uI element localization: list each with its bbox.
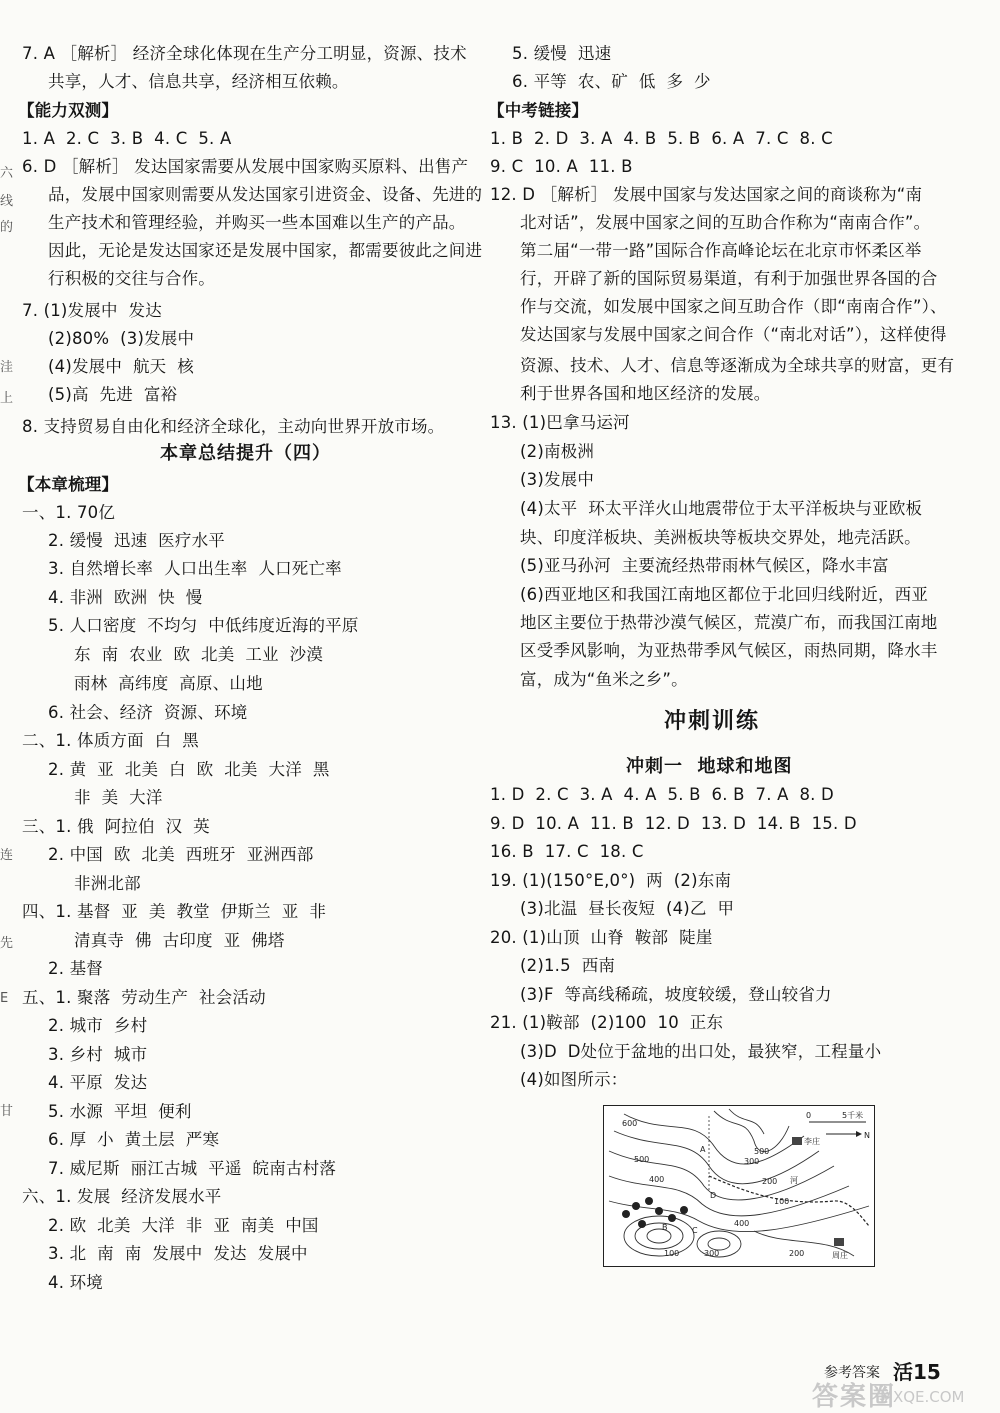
village-symbol	[834, 1238, 844, 1246]
tree-icon	[645, 1197, 653, 1205]
north-label: N	[864, 1131, 870, 1140]
answer-line: 4. 环境	[48, 1273, 103, 1292]
answer-line: 行积极的交往与合作。	[48, 269, 215, 288]
answer-line: 一、1. 70亿	[22, 503, 116, 522]
contour-label: 400	[734, 1219, 750, 1228]
answer-line: 2. 中国 欧 北美 西班牙 亚洲西部	[48, 845, 314, 864]
answer-line: (2)1.5 西南	[520, 956, 616, 975]
contour-label: 500	[634, 1155, 650, 1164]
footer-reference-label: 参考答案	[824, 1365, 880, 1381]
answer-line: 2. 基督	[48, 959, 103, 978]
edge-char: 六	[0, 166, 14, 181]
answer-line: 资源、技术、人才、信息等逐渐成为全球共享的财富，更有	[520, 356, 955, 375]
answer-line: 4. 平原 发达	[48, 1073, 148, 1092]
answer-line: 5. 缓慢 迅速	[512, 44, 612, 63]
answer-line: 4. 非洲 欧洲 快 慢	[48, 588, 203, 607]
answer-line: 3. 自然增长率 人口出生率 人口死亡率	[48, 559, 342, 578]
answer-line: 六、1. 发展 经济发展水平	[22, 1187, 222, 1206]
contour-line	[624, 1216, 694, 1256]
contour-line	[729, 1109, 764, 1134]
answer-line: (3)发展中	[520, 470, 595, 489]
contour-label: 500	[754, 1147, 770, 1156]
answer-line: (3)北温 昼长夜短 (4)乙 甲	[520, 899, 735, 918]
tree-icon	[632, 1202, 640, 1210]
tree-icon	[638, 1220, 646, 1228]
north-arrow-icon	[856, 1131, 862, 1137]
answer-line: (5)亚马孙河 主要流经热带雨林气候区，降水丰富	[520, 556, 889, 575]
answer-line: 5. 水源 平坦 便利	[48, 1102, 192, 1121]
contour-label: 600	[622, 1119, 638, 1128]
scale-zero: 0	[806, 1111, 812, 1120]
answer-line: 6. 社会、经济 资源、环境	[48, 703, 248, 722]
answer-line: 行，开辟了新的国际贸易渠道，有利于加强世界各国的合	[520, 269, 938, 288]
answer-line: 北对话”，发展中国家之间的互助合作称为“南南合作”。	[520, 213, 931, 232]
section-heading: 【能力双测】	[18, 101, 119, 120]
answer-line: 1. A 2. C 3. B 4. C 5. A	[22, 129, 232, 148]
contour-map-figure	[603, 1105, 875, 1267]
edge-char: 先	[0, 936, 14, 951]
edge-char: 洼	[0, 360, 14, 375]
answer-line: 2. 欧 北美 大洋 非 亚 南美 中国	[48, 1216, 319, 1235]
contour-map-svg	[604, 1106, 874, 1266]
village-label: 周庄	[832, 1251, 848, 1260]
answer-line: 3. 乡村 城市	[48, 1045, 148, 1064]
answer-line: 共享，人才、信息共享，经济相互依赖。	[48, 72, 349, 91]
answer-line: 1. D 2. C 3. A 4. A 5. B 6. B 7. A 8. D	[490, 785, 834, 804]
answer-line: 21. (1)鞍部 (2)100 10 正东	[490, 1013, 724, 1032]
edge-char: 甘	[0, 1104, 14, 1119]
answer-line: 3. 北 南 南 发展中 发达 发展中	[48, 1244, 308, 1263]
answer-line: 地区主要位于热带沙漠气候区，荒漠广布，而我国江南地	[520, 613, 938, 632]
answer-line: 9. C 10. A 11. B	[490, 157, 633, 176]
answer-line: 9. D 10. A 11. B 12. D 13. D 14. B 15. D	[490, 814, 857, 833]
section-heading: 【中考链接】	[488, 101, 589, 120]
contour-line	[714, 1111, 789, 1152]
answer-line: 5. 人口密度 不均匀 中低纬度近海的平原	[48, 616, 359, 635]
tree-icon	[668, 1214, 676, 1222]
answer-line: 品，发展中国家则需要从发达国家引进资金、设备、先进的	[48, 185, 483, 204]
answer-line: 6. 平等 农、矿 低 多 少	[512, 72, 711, 91]
answer-line: 作与交流，如发展中国家之间互助合作（即“南南合作”）、	[520, 297, 947, 316]
edge-char: 线	[0, 194, 14, 209]
answer-line: 7. (1)发展中 发达	[22, 301, 162, 320]
answer-line: 2. 黄 亚 北美 白 欧 北美 大洋 黑	[48, 760, 330, 779]
point-label: A	[700, 1145, 706, 1154]
answer-line: (6)西亚地区和我国江南地区都位于北回归线附近，西亚	[520, 585, 929, 604]
sprint-training-title: 冲刺训练	[664, 709, 761, 734]
answer-line: (2)80% (3)发展中	[48, 329, 195, 348]
answer-line: 13. (1)巴拿马运河	[490, 413, 630, 432]
chapter-summary-title: 本章总结提升（四）	[160, 443, 331, 464]
edge-char: 连	[0, 848, 14, 863]
answer-line: 东 南 农业 欧 北美 工业 沙漠	[74, 645, 324, 664]
answer-line: (3)D D处位于盆地的出口处，最狭窄，工程量小	[520, 1042, 882, 1061]
answer-line: 非 美 大洋	[74, 788, 163, 807]
answer-line: 五、1. 聚落 劳动生产 社会活动	[22, 988, 266, 1007]
answer-line: 块、印度洋板块、美洲板块等板块交界处，地壳活跃。	[520, 528, 921, 547]
watermark-logo: 答案圈	[812, 1382, 897, 1412]
answer-line: 生产技术和管理经验，并购买一些本国难以生产的产品。	[48, 213, 466, 232]
answer-line: 清真寺 佛 古印度 亚 佛塔	[74, 931, 285, 950]
answer-line: (4)太平 环太平洋火山地震带位于太平洋板块与亚欧板	[520, 499, 923, 518]
tree-icon	[680, 1206, 688, 1214]
contour-label: 200	[762, 1177, 778, 1186]
edge-char: 的	[0, 220, 14, 235]
answer-line: 7. 威尼斯 丽江古城 平遥 皖南古村落	[48, 1159, 337, 1178]
answer-line: (5)高 先进 富裕	[48, 385, 178, 404]
page-number: 活15	[893, 1360, 941, 1384]
answer-line: (4)发展中 航天 核	[48, 357, 194, 376]
contour-label: 100	[774, 1197, 790, 1206]
answer-line: 12. D ［解析］ 发展中国家与发达国家之间的商谈称为“南	[490, 185, 923, 204]
answer-line: 7. A ［解析］ 经济全球化体现在生产分工明显，资源、技术	[22, 44, 467, 63]
answer-line: 20. (1)山顶 山脊 鞍部 陡崖	[490, 928, 713, 947]
village-symbol	[792, 1137, 802, 1145]
answer-line: 三、1. 俄 阿拉伯 汉 英	[22, 817, 210, 836]
answer-line: 四、1. 基督 亚 美 教堂 伊斯兰 亚 非	[22, 902, 327, 921]
watermark-url: MXQE.COM	[880, 1388, 965, 1406]
answer-line: (2)南极洲	[520, 442, 595, 461]
answer-line: 19. (1)(150°E,0°) 两 (2)东南	[490, 871, 732, 890]
contour-label: 100	[664, 1249, 680, 1258]
contour-label: 300	[744, 1157, 760, 1166]
contour-label: 200	[789, 1249, 805, 1258]
answer-line: 16. B 17. C 18. C	[490, 842, 644, 861]
scale-label: 5千米	[842, 1111, 864, 1120]
contour-label: 400	[649, 1175, 665, 1184]
section-heading: 【本章梳理】	[18, 475, 119, 494]
answer-line: 第二届“一带一路”国际合作高峰论坛在北京市怀柔区举	[520, 241, 922, 260]
answer-line: 雨林 高纬度 高原、山地	[74, 674, 263, 693]
answer-line: 二、1. 体质方面 白 黑	[22, 731, 199, 750]
answer-line: (3)F 等高线稀疏，坡度较缓，登山较省力	[520, 985, 832, 1004]
answer-line: 因此，无论是发达国家还是发展中国家，都需要彼此之间进	[48, 241, 483, 260]
answer-line: 1. B 2. D 3. A 4. B 5. B 6. A 7. C 8. C	[490, 129, 833, 148]
point-label: B	[662, 1223, 668, 1232]
answer-line: 2. 城市 乡村	[48, 1016, 148, 1035]
edge-char: E	[0, 991, 9, 1006]
village-label: 李庄	[804, 1137, 820, 1146]
answer-line: 利于世界各国和地区经济的发展。	[520, 384, 771, 403]
edge-char: 上	[0, 391, 14, 406]
point-label: D	[710, 1191, 717, 1200]
answer-line: 区受季风影响，为亚热带季风气候区，雨热同期，降水丰	[520, 641, 938, 660]
answer-line: 富，成为“鱼米之乡”。	[520, 670, 688, 689]
tree-icon	[655, 1207, 663, 1215]
tree-icon	[622, 1210, 630, 1218]
contour-line	[624, 1114, 804, 1164]
answer-line: 8. 支持贸易自由化和经济全球化，主动向世界开放市场。	[22, 417, 445, 436]
sprint-one-title: 冲刺一 地球和地图	[626, 756, 793, 777]
point-label: C	[692, 1226, 698, 1235]
answer-line: 6. D ［解析］ 发达国家需要从发展中国家购买原料、出售产	[22, 157, 469, 176]
answer-line: 6. 厚 小 黄土层 严寒	[48, 1130, 220, 1149]
contour-label: 300	[704, 1249, 720, 1258]
answer-line: 发达国家与发展中国家之间合作（“南北对话”），这样使得	[520, 325, 947, 344]
answer-line: 2. 缓慢 迅速 医疗水平	[48, 531, 225, 550]
answer-line: (4)如图所示：	[520, 1070, 628, 1089]
river-label: 河	[790, 1176, 798, 1185]
answer-line: 非洲北部	[74, 874, 141, 893]
